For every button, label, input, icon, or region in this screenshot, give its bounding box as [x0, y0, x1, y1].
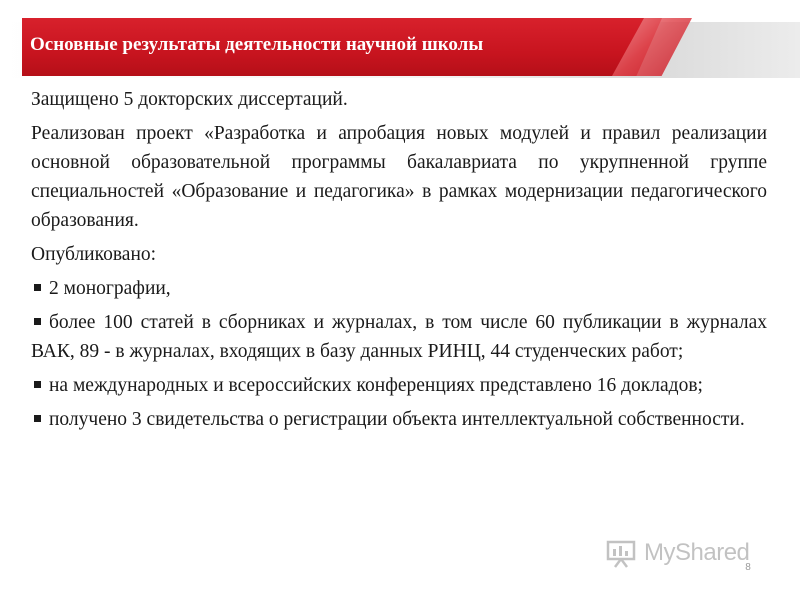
- square-bullet-icon: [34, 381, 41, 388]
- paragraph-published: Опубликовано:: [31, 244, 157, 265]
- list-item: [31, 274, 767, 303]
- square-bullet-icon: [34, 415, 41, 422]
- list-item-text: более 100 статей в сборниках и журналах, в том числе 60 публикации в журналах ВАК, 89 - в журналах, входящих в базу данных РИНЦ, 44 студенческих работ;: [31, 312, 767, 362]
- square-bullet-icon: [34, 284, 41, 291]
- list-item-text: получено 3 свидетельства о регистрации объекта интеллектуальной собственности.: [49, 409, 745, 430]
- page-number: 8: [745, 562, 751, 573]
- list-item-text: на международных и всероссийских конференциях представлено 16 докладов;: [49, 375, 703, 396]
- paragraph-project: Реализован проект «Разработка и апробация новых модулей и правил реализации основной образовательной программы бакалавриата по укрупненной группе специальностей «Образование и педагогика» в рамках модернизации педагогического образования.: [31, 123, 767, 231]
- list-item-text: 2 монографии,: [49, 278, 171, 299]
- slide-content: [31, 85, 767, 439]
- slide-title: Основные результаты деятельности научной школы: [30, 34, 484, 55]
- list-item: [31, 371, 767, 400]
- square-bullet-icon: [34, 318, 41, 325]
- watermark-text: MyShared: [644, 539, 750, 566]
- presentation-board-icon: [606, 540, 640, 568]
- list-item: [31, 405, 767, 434]
- paragraph-dissertations: Защищено 5 докторских диссертаций.: [31, 89, 348, 110]
- list-item: [31, 308, 767, 366]
- publications-list: [31, 274, 767, 434]
